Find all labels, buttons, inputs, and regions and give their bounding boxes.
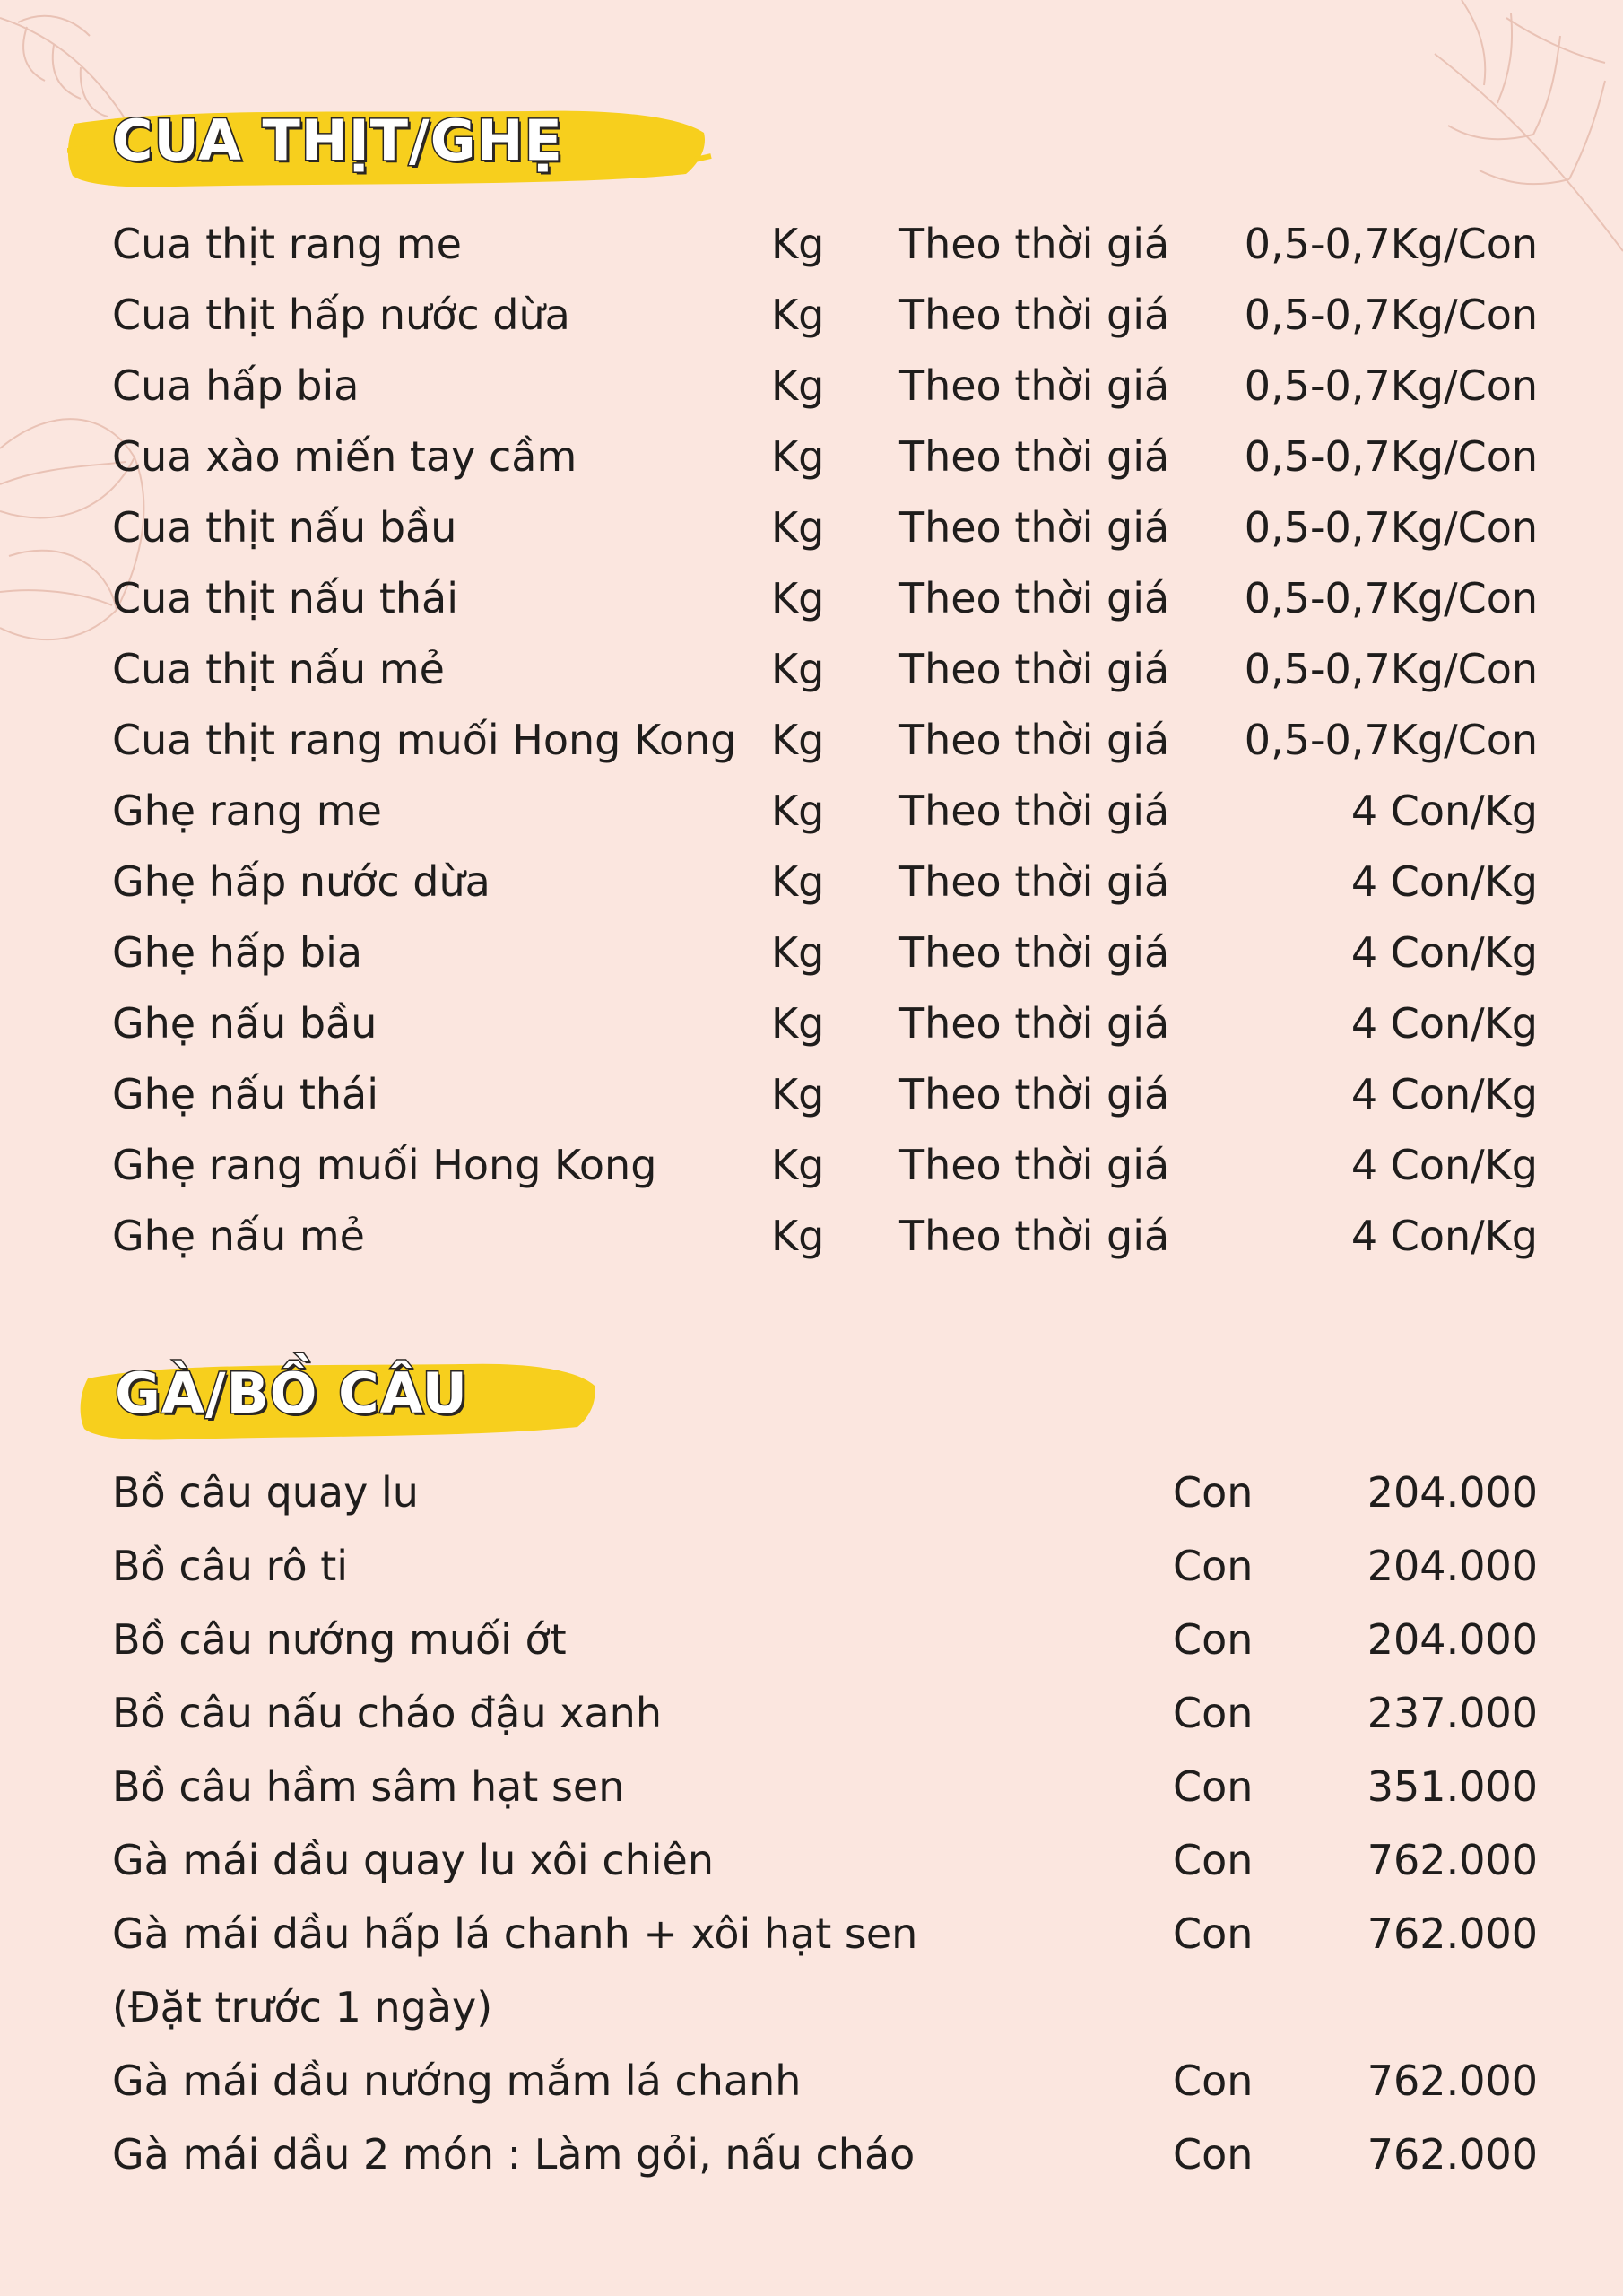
item-unit: Con: [1173, 1836, 1254, 1884]
item-size: 0,5-0,7Kg/Con: [1244, 432, 1538, 481]
item-unit: Kg: [771, 857, 825, 906]
item-size: 4 Con/Kg: [1350, 1141, 1538, 1189]
item-price: Theo thời giá: [899, 361, 1170, 410]
item-price: 762.000: [1367, 2057, 1538, 2105]
menu-item-row: [0, 1751, 1623, 1822]
item-unit: Kg: [771, 432, 825, 481]
item-name: Cua thịt hấp nước dừa: [112, 291, 570, 339]
item-name: Ghẹ hấp nước dừa: [112, 857, 490, 906]
item-price: 762.000: [1367, 1836, 1538, 1884]
menu-item-row: [0, 208, 1623, 280]
menu-item-row: [0, 1530, 1623, 1602]
item-unit: Kg: [771, 716, 825, 764]
item-name: Gà mái dầu quay lu xôi chiên: [112, 1836, 714, 1884]
item-name: Ghẹ nấu bầu: [112, 999, 378, 1048]
item-name: Gà mái dầu hấp lá chanh + xôi hạt sen: [112, 1909, 918, 1958]
item-name: Bồ câu nấu cháo đậu xanh: [112, 1689, 662, 1737]
menu-item-row: [0, 987, 1623, 1059]
item-name: Cua thịt rang me: [112, 220, 462, 268]
item-unit: Kg: [771, 1070, 825, 1118]
item-price: Theo thời giá: [899, 645, 1170, 693]
item-name: Cua hấp bia: [112, 361, 360, 410]
menu-item-row: [0, 1898, 1623, 1970]
menu-item-row: [0, 1457, 1623, 1528]
item-size: 4 Con/Kg: [1350, 1212, 1538, 1260]
item-unit: Kg: [771, 361, 825, 410]
menu-item-row: [0, 1200, 1623, 1272]
item-unit: Kg: [771, 645, 825, 693]
item-name: Ghẹ nấu mẻ: [112, 1212, 365, 1260]
item-price: Theo thời giá: [899, 1141, 1170, 1189]
item-price: Theo thời giá: [899, 1070, 1170, 1118]
item-size: 4 Con/Kg: [1350, 999, 1538, 1048]
item-price: Theo thời giá: [899, 432, 1170, 481]
menu-item-row: [0, 350, 1623, 422]
menu-item-row: [0, 1824, 1623, 1896]
item-size: 0,5-0,7Kg/Con: [1244, 503, 1538, 552]
item-size: 0,5-0,7Kg/Con: [1244, 574, 1538, 622]
item-unit: Kg: [771, 503, 825, 552]
item-unit: Kg: [771, 220, 825, 268]
item-size: 4 Con/Kg: [1350, 1070, 1538, 1118]
item-name: Ghẹ rang muối Hong Kong: [112, 1141, 657, 1189]
menu-item-row: [0, 491, 1623, 563]
menu-item-row: [0, 2118, 1623, 2190]
item-price: 204.000: [1367, 1468, 1538, 1517]
item-name: Bồ câu rô ti: [112, 1542, 349, 1590]
item-unit: Kg: [771, 999, 825, 1048]
menu-item-row: [0, 917, 1623, 988]
item-name: Bồ câu hầm sâm hạt sen: [112, 1762, 625, 1811]
item-name: Cua thịt nấu bầu: [112, 503, 457, 552]
menu-item-row: [0, 1677, 1623, 1749]
item-unit: Kg: [771, 787, 825, 835]
item-unit: Con: [1173, 1468, 1254, 1517]
item-size: 4 Con/Kg: [1350, 857, 1538, 906]
item-name: Cua thịt rang muối Hong Kong: [112, 716, 737, 764]
item-name: Ghẹ hấp bia: [112, 928, 363, 977]
menu-item-note: [0, 1971, 1623, 2043]
item-unit: Con: [1173, 2130, 1254, 2179]
item-unit: Con: [1173, 1762, 1254, 1811]
item-price: 762.000: [1367, 1909, 1538, 1958]
menu-item-row: [0, 279, 1623, 351]
item-price: Theo thời giá: [899, 291, 1170, 339]
item-price: Theo thời giá: [899, 574, 1170, 622]
item-name: (Đặt trước 1 ngày): [112, 1983, 493, 2031]
item-price: Theo thời giá: [899, 503, 1170, 552]
item-unit: Con: [1173, 1689, 1254, 1737]
section-heading-cua-ghe: [67, 97, 713, 196]
item-name: Cua thịt nấu thái: [112, 574, 458, 622]
menu-item-row: [0, 846, 1623, 918]
item-name: Ghẹ rang me: [112, 787, 382, 835]
menu-item-row: [0, 1058, 1623, 1130]
menu-item-row: [0, 704, 1623, 776]
item-unit: Kg: [771, 928, 825, 977]
item-size: 0,5-0,7Kg/Con: [1244, 291, 1538, 339]
item-unit: Con: [1173, 1615, 1254, 1664]
item-price: Theo thời giá: [899, 999, 1170, 1048]
item-price: 351.000: [1367, 1762, 1538, 1811]
item-price: Theo thời giá: [899, 220, 1170, 268]
item-price: 762.000: [1367, 2130, 1538, 2179]
menu-item-row: [0, 775, 1623, 847]
menu-item-row: [0, 421, 1623, 492]
item-name: Bồ câu nướng muối ớt: [112, 1615, 567, 1664]
item-price: Theo thời giá: [899, 928, 1170, 977]
item-price: Theo thời giá: [899, 1212, 1170, 1260]
item-name: Cua thịt nấu mẻ: [112, 645, 445, 693]
item-unit: Con: [1173, 1542, 1254, 1590]
item-unit: Con: [1173, 2057, 1254, 2105]
item-size: 0,5-0,7Kg/Con: [1244, 716, 1538, 764]
item-price: Theo thời giá: [899, 787, 1170, 835]
item-size: 4 Con/Kg: [1350, 928, 1538, 977]
item-unit: Kg: [771, 291, 825, 339]
item-name: Gà mái dầu 2 món : Làm gỏi, nấu cháo: [112, 2130, 916, 2179]
menu-item-row: [0, 562, 1623, 634]
item-price: 204.000: [1367, 1615, 1538, 1664]
item-price: 204.000: [1367, 1542, 1538, 1590]
menu-item-row: [0, 2045, 1623, 2117]
menu-item-row: [0, 1604, 1623, 1675]
item-size: 0,5-0,7Kg/Con: [1244, 361, 1538, 410]
item-name: Gà mái dầu nướng mắm lá chanh: [112, 2057, 802, 2105]
item-price: 237.000: [1367, 1689, 1538, 1737]
item-unit: Con: [1173, 1909, 1254, 1958]
section-heading-ga-bo-cau: [79, 1350, 599, 1448]
item-size: 4 Con/Kg: [1350, 787, 1538, 835]
item-price: Theo thời giá: [899, 716, 1170, 764]
item-name: Ghẹ nấu thái: [112, 1070, 379, 1118]
item-unit: Kg: [771, 1141, 825, 1189]
section-title: CUA THỊT/GHẸ: [112, 108, 563, 173]
section-title: GÀ/BỒ CÂU: [115, 1361, 468, 1426]
item-price: Theo thời giá: [899, 857, 1170, 906]
item-name: Bồ câu quay lu: [112, 1468, 419, 1517]
item-name: Cua xào miến tay cầm: [112, 432, 577, 481]
item-unit: Kg: [771, 1212, 825, 1260]
item-unit: Kg: [771, 574, 825, 622]
item-size: 0,5-0,7Kg/Con: [1244, 645, 1538, 693]
menu-item-row: [0, 1129, 1623, 1201]
item-size: 0,5-0,7Kg/Con: [1244, 220, 1538, 268]
menu-item-row: [0, 633, 1623, 705]
